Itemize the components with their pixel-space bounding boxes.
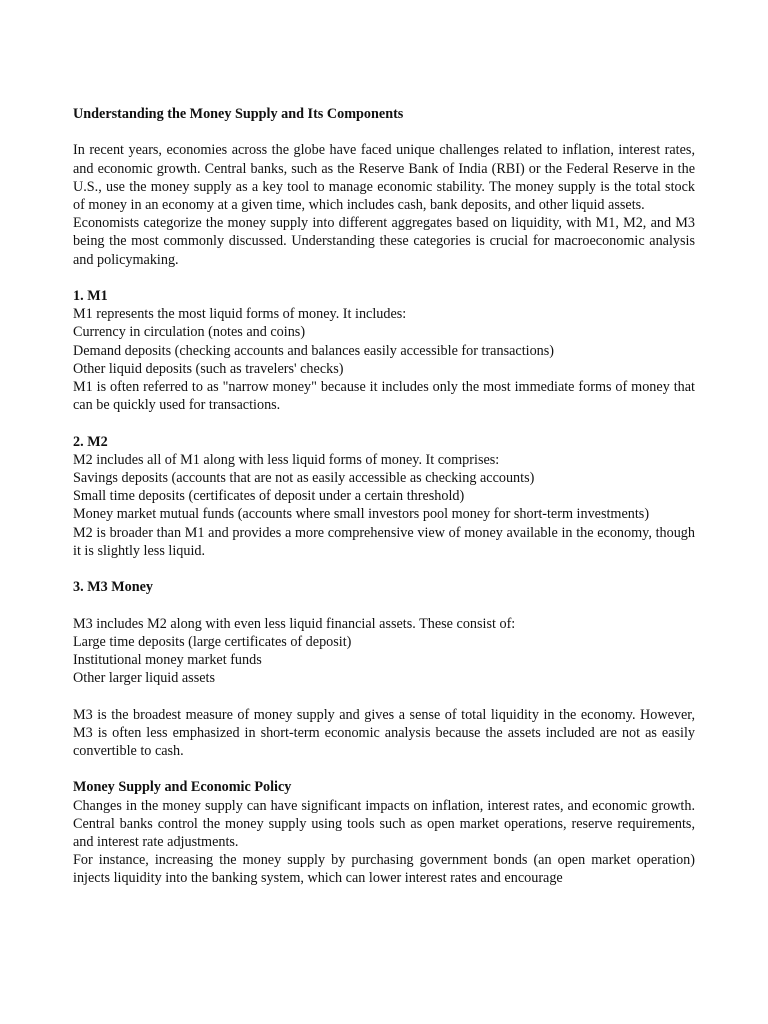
spacer	[73, 269, 695, 287]
document-title: Understanding the Money Supply and Its Components	[73, 106, 404, 122]
policy-paragraph-2: For instance, increasing the money supply by purchasing government bonds (an open market operation) injects liquidity into the banking system, which can lower interest rates and encourage	[73, 852, 695, 887]
document-page	[73, 105, 695, 888]
m1-item: Demand deposits (checking accounts and balances easily accessible for transactions)	[73, 342, 555, 359]
m2-heading: 2. M2	[73, 433, 108, 450]
intro-paragraph-1: In recent years, economies across the globe have faced unique challenges related to inflation, interest rates, and economic growth. Central banks, such as the Reserve Bank of India (RBI) or the Federal Reserve in the U.S., use the money supply as a key tool to manage economic stability. The money supply is the total stock of money in an economy at a given time, which includes cash, bank deposits, and other liquid assets.	[73, 142, 695, 213]
m3-summary: M3 is the broadest measure of money supply and gives a sense of total liquidity in the economy. However, M3 is often less emphasized in short-term economic analysis because the assets included are not as easily convertible to cash.	[73, 706, 695, 760]
spacer	[73, 123, 695, 141]
intro-paragraph-2: Economists categorize the money supply into different aggregates based on liquidity, with M1, M2, and M3 being the most commonly discussed. Understanding these categories is crucial for macroeconomic analysis and policymaking.	[73, 215, 695, 268]
m1-heading: 1. M1	[73, 288, 108, 304]
m2-lead: M2 includes all of M1 along with less liquid forms of money. It comprises:	[73, 451, 500, 468]
spacer	[73, 596, 695, 614]
m2-item: Small time deposits (certificates of deposit under a certain threshold)	[73, 488, 465, 505]
m2-summary: M2 is broader than M1 and provides a more comprehensive view of money available in the economy, though it is slightly less liquid.	[73, 524, 695, 559]
spacer	[73, 760, 695, 778]
m2-item: Savings deposits (accounts that are not as easily accessible as checking accounts)	[73, 470, 535, 487]
m3-item: Other larger liquid assets	[73, 670, 215, 687]
m2-item: Money market mutual funds (accounts where small investors pool money for short-term investments)	[73, 506, 650, 523]
spacer	[73, 687, 695, 705]
m3-lead: M3 includes M2 along with even less liquid financial assets. These consist of:	[73, 615, 516, 632]
m3-item: Institutional money market funds	[73, 652, 262, 669]
m3-heading: 3. M3 Money	[73, 579, 153, 596]
m3-item: Large time deposits (large certificates of deposit)	[73, 633, 352, 650]
spacer	[73, 560, 695, 578]
m1-item: Other liquid deposits (such as travelers' checks)	[73, 360, 344, 377]
spacer	[73, 414, 695, 432]
m1-summary: M1 is often referred to as "narrow money" because it includes only the most immediate forms of money that can be quickly used for transactions.	[73, 379, 695, 414]
policy-heading: Money Supply and Economic Policy	[73, 779, 292, 796]
m1-item: Currency in circulation (notes and coins)	[73, 324, 306, 341]
m1-lead: M1 represents the most liquid forms of money. It includes:	[73, 306, 407, 323]
policy-paragraph-1: Changes in the money supply can have significant impacts on inflation, interest rates, and economic growth. Central banks control the money supply using tools such as open market operations, reserve requirements, and interest rate adjustments.	[73, 797, 695, 851]
